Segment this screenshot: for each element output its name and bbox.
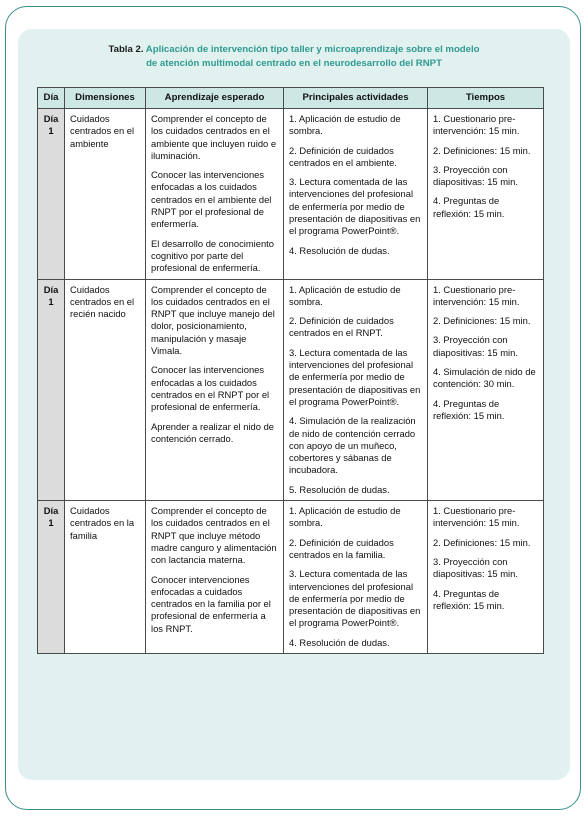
tiempos-item: 4. Preguntas de reflexión: 15 min. <box>433 397 505 421</box>
tiempos-item: 1. Cuestionario pre-intervención: 15 min. <box>433 113 520 137</box>
cell-actividades <box>284 279 428 500</box>
table-row <box>38 501 544 654</box>
aprendizaje-item: El desarrollo de conocimiento cognitivo por parte del profesional de enfermería. <box>151 237 274 274</box>
actividades-item: 5. Resolución de dudas. <box>289 483 390 495</box>
tiempos-item: 2. Definiciones: 15 min. <box>433 315 531 327</box>
caption-title-line-1: Aplicación de intervención tipo taller y microaprendizaje sobre el modelo <box>145 44 480 55</box>
actividades-item: 2. Definición de cuidados centrados en el ambiente. <box>289 144 397 168</box>
aprendizaje-item: Comprender el concepto de los cuidados centrados en el RNPT que incluye manejo del dolor, posicionamiento, manipulación y masaje Vimala. <box>151 283 275 357</box>
cell-aprendizaje <box>146 109 284 280</box>
cell-dia: Día 1 <box>38 279 65 500</box>
cell-tiempos <box>428 501 544 654</box>
caption-label: Tabla 2. <box>108 44 144 55</box>
tiempos-item: 3. Proyección con diapositivas: 15 min. <box>433 163 518 188</box>
actividades-item: 1. Aplicación de estudio de sombra. <box>289 113 401 137</box>
cell-dimension: Cuidados centrados en el ambiente <box>65 109 146 280</box>
actividades-item: 1. Aplicación de estudio de sombra. <box>289 505 401 529</box>
tiempos-item: 3. Proyección con diapositivas: 15 min. <box>433 334 518 358</box>
aprendizaje-item: Aprender a realizar el nido de contención cerrado. <box>151 420 274 444</box>
cell-aprendizaje <box>146 501 284 654</box>
cell-dia: Día 1 <box>38 109 65 280</box>
aprendizaje-item: Conocer las intervenciones enfocadas a los cuidados centrados en el ambiente del RNPT por el profesional de enfermería. <box>151 169 272 230</box>
aprendizaje-item: Conocer intervenciones enfocadas a cuidados centrados en la familia por el profesional de enfermería a los RNPT. <box>151 573 271 634</box>
table-row <box>38 109 544 280</box>
actividades-item: 4. Resolución de dudas. <box>289 244 390 256</box>
cell-actividades <box>284 501 428 654</box>
cell-actividades <box>284 109 428 280</box>
tiempos-item: 3. Proyección con diapositivas: 15 min. <box>433 555 518 580</box>
aprendizaje-item: Comprender el concepto de los cuidados centrados en el RNPT que incluye método madre canguro y alimentación con lactancia materna. <box>151 505 277 566</box>
actividades-item: 2. Definición de cuidados centrados en la familia. <box>289 536 394 560</box>
header-dia: Día <box>38 88 65 109</box>
caption-title-line-2: de atención multimodal centrado en el neurodesarrollo del RNPT <box>146 58 442 69</box>
tiempos-item: 4. Preguntas de reflexión: 15 min. <box>433 195 505 219</box>
actividades-item: 3. Lectura comentada de las intervenciones del profesional de enfermería por medio de presentación de diapositivas en el programa PowerPoint®. <box>289 346 421 407</box>
table-row <box>38 279 544 500</box>
actividades-item: 4. Simulación de la realización de nido de contención cerrado con apoyo de un muñeco, cobertores y sábanas de incubadora. <box>289 415 416 476</box>
header-actividades: Principales actividades <box>284 88 428 109</box>
aprendizaje-item: Comprender el concepto de los cuidados centrados en el ambiente que incluyen ruido e iluminación. <box>151 113 277 161</box>
actividades-item: 3. Lectura comentada de las intervenciones del profesional de enfermería por medio de presentación de diapositivas en el programa PowerPoint®. <box>289 568 421 629</box>
header-dimensiones: Dimensiones <box>65 88 146 109</box>
cell-tiempos <box>428 279 544 500</box>
actividades-item: 4. Resolución de dudas. <box>289 636 390 648</box>
table-header-row <box>38 88 544 109</box>
cell-dia: Día 1 <box>38 501 65 654</box>
tiempos-item: 2. Definiciones: 15 min. <box>433 144 531 156</box>
actividades-item: 2. Definición de cuidados centrados en el RNPT. <box>289 315 394 339</box>
table-caption <box>30 43 558 71</box>
header-aprendizaje: Aprendizaje esperado <box>146 88 284 109</box>
cell-aprendizaje <box>146 279 284 500</box>
actividades-item: 1. Aplicación de estudio de sombra. <box>289 283 401 307</box>
cell-tiempos <box>428 109 544 280</box>
tiempos-item: 1. Cuestionario pre-intervención: 15 min. <box>433 505 520 529</box>
tiempos-item: 2. Definiciones: 15 min. <box>433 536 531 548</box>
tiempos-item: 1. Cuestionario pre-intervención: 15 min. <box>433 283 520 307</box>
cell-dimension: Cuidados centrados en el recién nacido <box>65 279 146 500</box>
actividades-item: 3. Lectura comentada de las intervenciones del profesional de enfermería por medio de presentación de diapositivas en el programa PowerPoint®. <box>289 176 421 237</box>
intervention-table <box>37 87 544 654</box>
caption-line-1 <box>30 43 558 57</box>
table-body <box>38 109 544 654</box>
cell-dimension: Cuidados centrados en la familia <box>65 501 146 654</box>
aprendizaje-item: Conocer las intervenciones enfocadas a los cuidados centrados en el RNPT por el profesional de enfermería. <box>151 364 270 413</box>
tiempos-item: 4. Simulación de nido de contención: 30 min. <box>433 366 536 390</box>
header-tiempos: Tiempos <box>428 88 544 109</box>
tiempos-item: 4. Preguntas de reflexión: 15 min. <box>433 587 505 611</box>
